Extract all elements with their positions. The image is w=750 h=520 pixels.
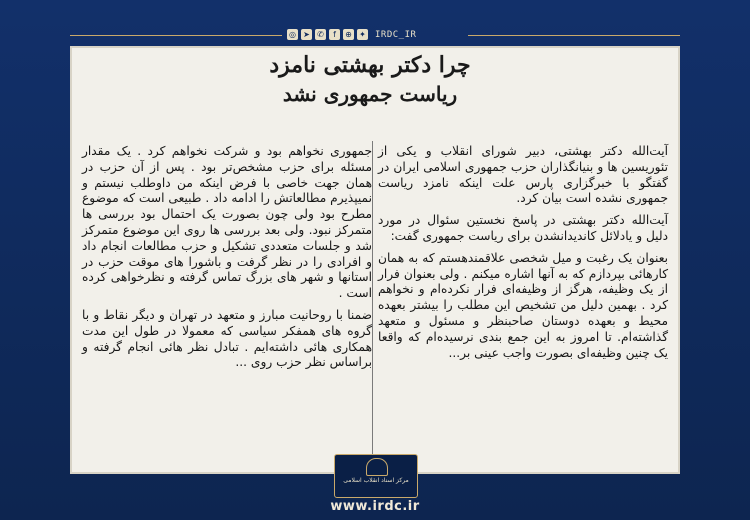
article-column-left (82, 144, 372, 377)
logo-text: مرکز اسناد انقلاب اسلامی (343, 477, 409, 484)
facebook-icon[interactable]: f (329, 29, 340, 40)
column-divider (372, 141, 373, 471)
headline-line-1: چرا دکتر بهشتی نامزد (269, 52, 471, 78)
social-handle[interactable]: IRDC_IR (375, 29, 417, 40)
article-column-right (378, 144, 668, 367)
site-url-link[interactable]: www.irdc.ir (330, 499, 420, 514)
instagram-icon[interactable]: ◎ (287, 29, 298, 40)
paragraph: بعنوان یک رغبت و میل شخصی علاقمندهستم که به همان کارهائی بپردازم که به آنها اشاره میکنم . ولی بعنوان فرار از یک وظیفه، هرگز از وظیفه‌ای فرار نکرده‌ام و نخواهم کرد . بهمین دلیل من تشخیص این مطلب را بیشتر بعهده محیط و بعهده دوستان صاحبنظر و مسئول و متعهد گذاشته‌ام. تا امروز به این جمع بندی نرسیده‌ام که واقعا یک چنین وظیفه‌ای بصورت واجب عینی بر... (378, 250, 668, 360)
whatsapp-icon[interactable]: ✆ (315, 29, 326, 40)
share-icon[interactable]: ⊕ (343, 29, 354, 40)
telegram-icon[interactable]: ➤ (301, 29, 312, 40)
paragraph: آیت‌الله دکتر بهشتی در پاسخ نخستین سئوال در مورد دلیل و یادلائل کاندیدانشدن برای ریاست جمهوری گفت: (378, 213, 668, 243)
newspaper-clipping (70, 46, 680, 474)
header-rule-left (70, 35, 282, 36)
social-bar (287, 28, 416, 41)
irdc-logo (334, 454, 418, 498)
crest-icon (366, 458, 388, 476)
header-rule-right (468, 35, 680, 36)
twitter-icon[interactable]: ✦ (357, 29, 368, 40)
paragraph: ضمنا با روحانیت مبارز و متعهد در تهران و دیگر نقاط و با گروه های همفکر سیاسی که معمولا در طول این مدت همکاری هائی داشته‌ایم . تبادل نظر هائی انجام گرفته و براساس نظر حزب روی ... (82, 307, 372, 370)
paragraph: آیت‌الله دکتر بهشتی، دبیر شورای انقلاب و یکی از تئوریسین ها و بنیانگذاران حزب جمهوری اسلامی ایران در گفتگو با خبرگزاری پارس علت اینکه نامزد ریاست جمهوری نشده است بیان کرد. (378, 144, 668, 206)
headline-line-2: ریاست جمهوری نشد (282, 82, 458, 106)
paragraph: جمهوری نخواهم بود و شرکت نخواهم کرد . یک مقدار مسئله برای حزب مشخص‌تر بود . پس از آن حزب در همان جهت خاصی با فرض اینکه من داوطلب نیستم و نمیپذیرم مطالعاتش را ادامه داد . طبیعی است که موضوع مطرح بود ولی چون بصورت یک احتمال بود بررسی ها متمرکز نبود. ولی بعد بررسی ها روی این موضوع متمرکز شد و جلسات متعددی تشکیل و حزب مطالعات انجام داد و افرادی را در نظر گرفت و باشورا های موقت حزب در استانها و شهر های بزرگ تماس گرفته و نظرخواهی کرده است . (82, 144, 372, 301)
